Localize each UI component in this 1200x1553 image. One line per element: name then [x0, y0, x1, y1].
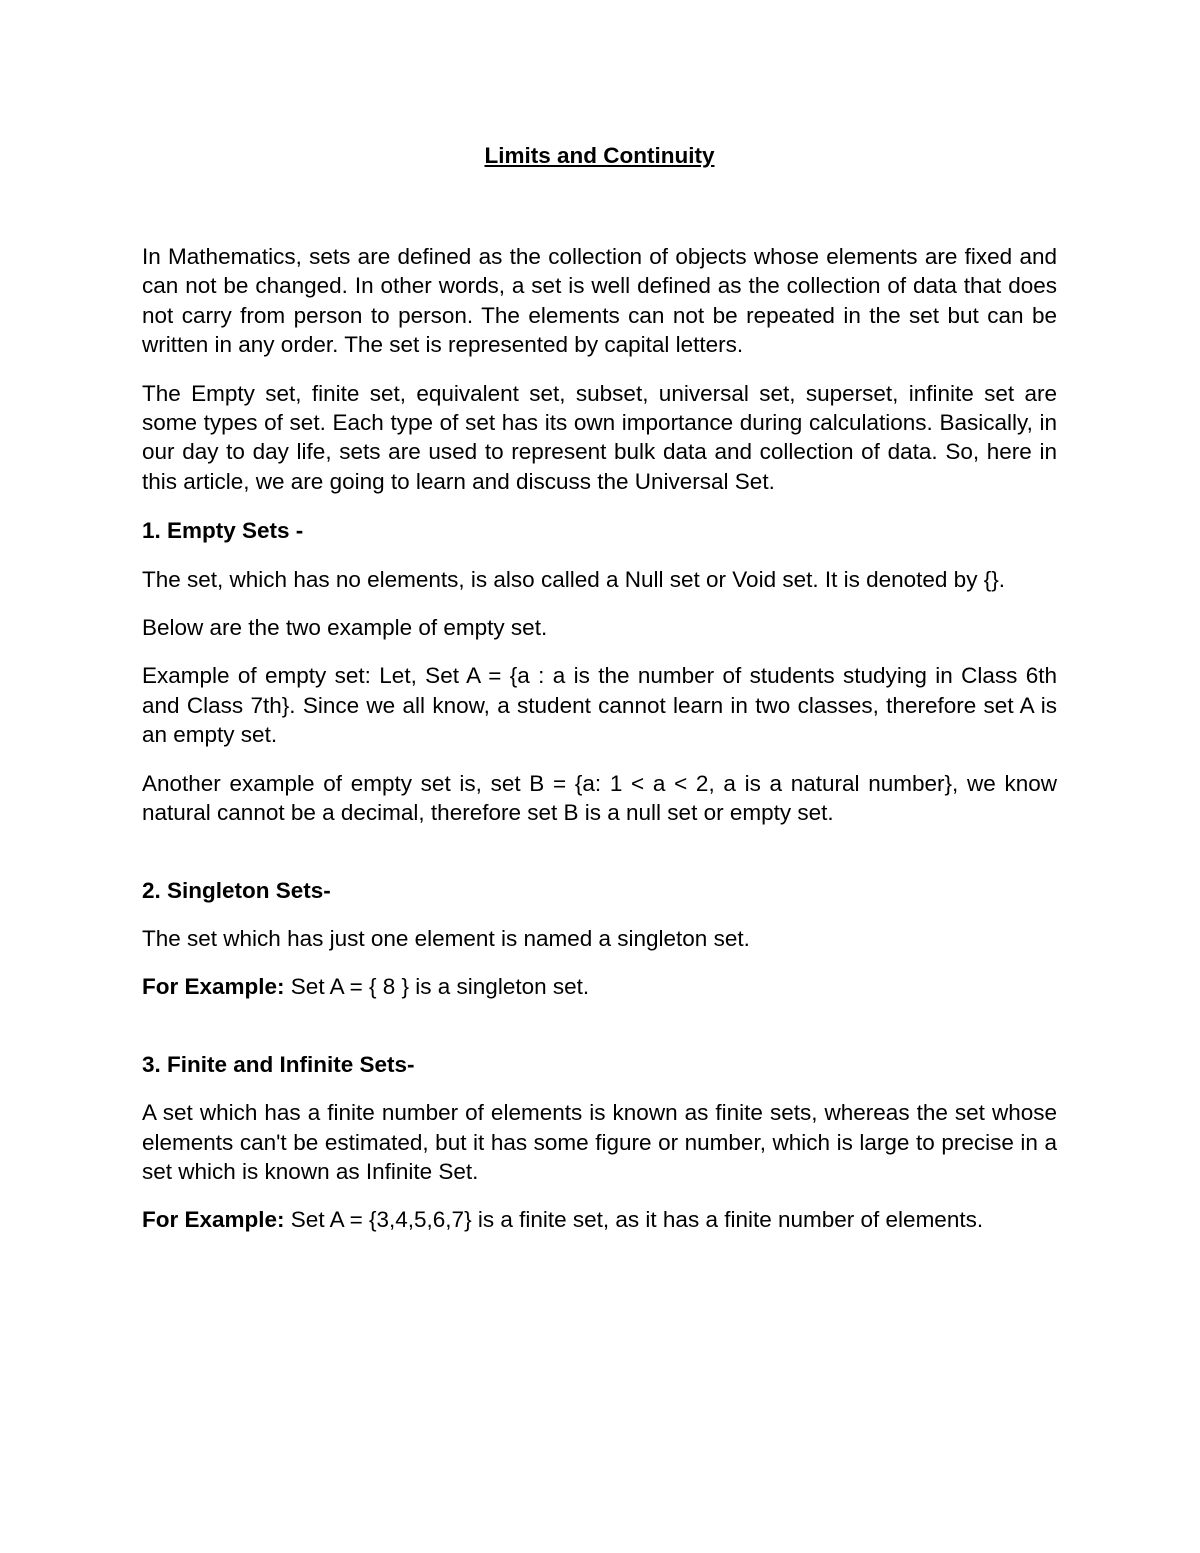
section-heading-finite-infinite-sets: 3. Finite and Infinite Sets-	[142, 1051, 415, 1077]
example-label: For Example:	[142, 1207, 285, 1233]
empty-sets-definition: The set, which has no elements, is also called a Null set or Void set. It is denoted by {}.	[142, 566, 1005, 592]
document-page	[142, 138, 1057, 1235]
example-text: Set A = { 8 } is a singleton set.	[284, 974, 590, 1000]
example-label: For Example:	[142, 974, 285, 1000]
intro-paragraph-1: In Mathematics, sets are defined as the collection of objects whose elements are fixed and can not be changed. In other words, a set is well defined as the collection of data that does not carry from person to person. The elements can not be repeated in the set but can be written in any order. The set is represented by capital letters.	[142, 244, 1057, 358]
singleton-sets-definition: The set which has just one element is named a singleton set.	[142, 925, 750, 951]
intro-paragraph-2: The Empty set, finite set, equivalent set, subset, universal set, superset, infinite set are some types of set. Each type of set has its own importance during calculations. Basically, in our day to day life, sets are used to represent bulk data and collection of data. So, here in this article, we are going to learn and discuss the Universal Set.	[142, 380, 1057, 494]
empty-sets-example-a: Example of empty set: Let, Set A = {a : a is the number of students studying in Class 6th and Class 7th}. Since we all know, a student cannot learn in two classes, therefore set A is an empty set.	[142, 663, 1057, 748]
empty-sets-intro: Below are the two example of empty set.	[142, 615, 548, 641]
example-text: Set A = {3,4,5,6,7} is a finite set, as it has a finite number of elements.	[284, 1207, 984, 1233]
singleton-sets-example	[142, 972, 1057, 1001]
section-heading-singleton-sets: 2. Singleton Sets-	[142, 877, 331, 903]
finite-sets-example	[142, 1205, 1057, 1234]
section-heading-empty-sets: 1. Empty Sets -	[142, 518, 304, 544]
empty-sets-example-b: Another example of empty set is, set B = {a: 1 < a < 2, a is a natural number}, we know natural cannot be a decimal, therefore set B is a null set or empty set.	[142, 770, 1057, 826]
document-title: Limits and Continuity	[484, 143, 715, 168]
finite-infinite-definition: A set which has a finite number of elements is known as finite sets, whereas the set whose elements can't be estimated, but it has some figure or number, which is large to precise in a set which is known as Infinite Set.	[142, 1100, 1057, 1184]
